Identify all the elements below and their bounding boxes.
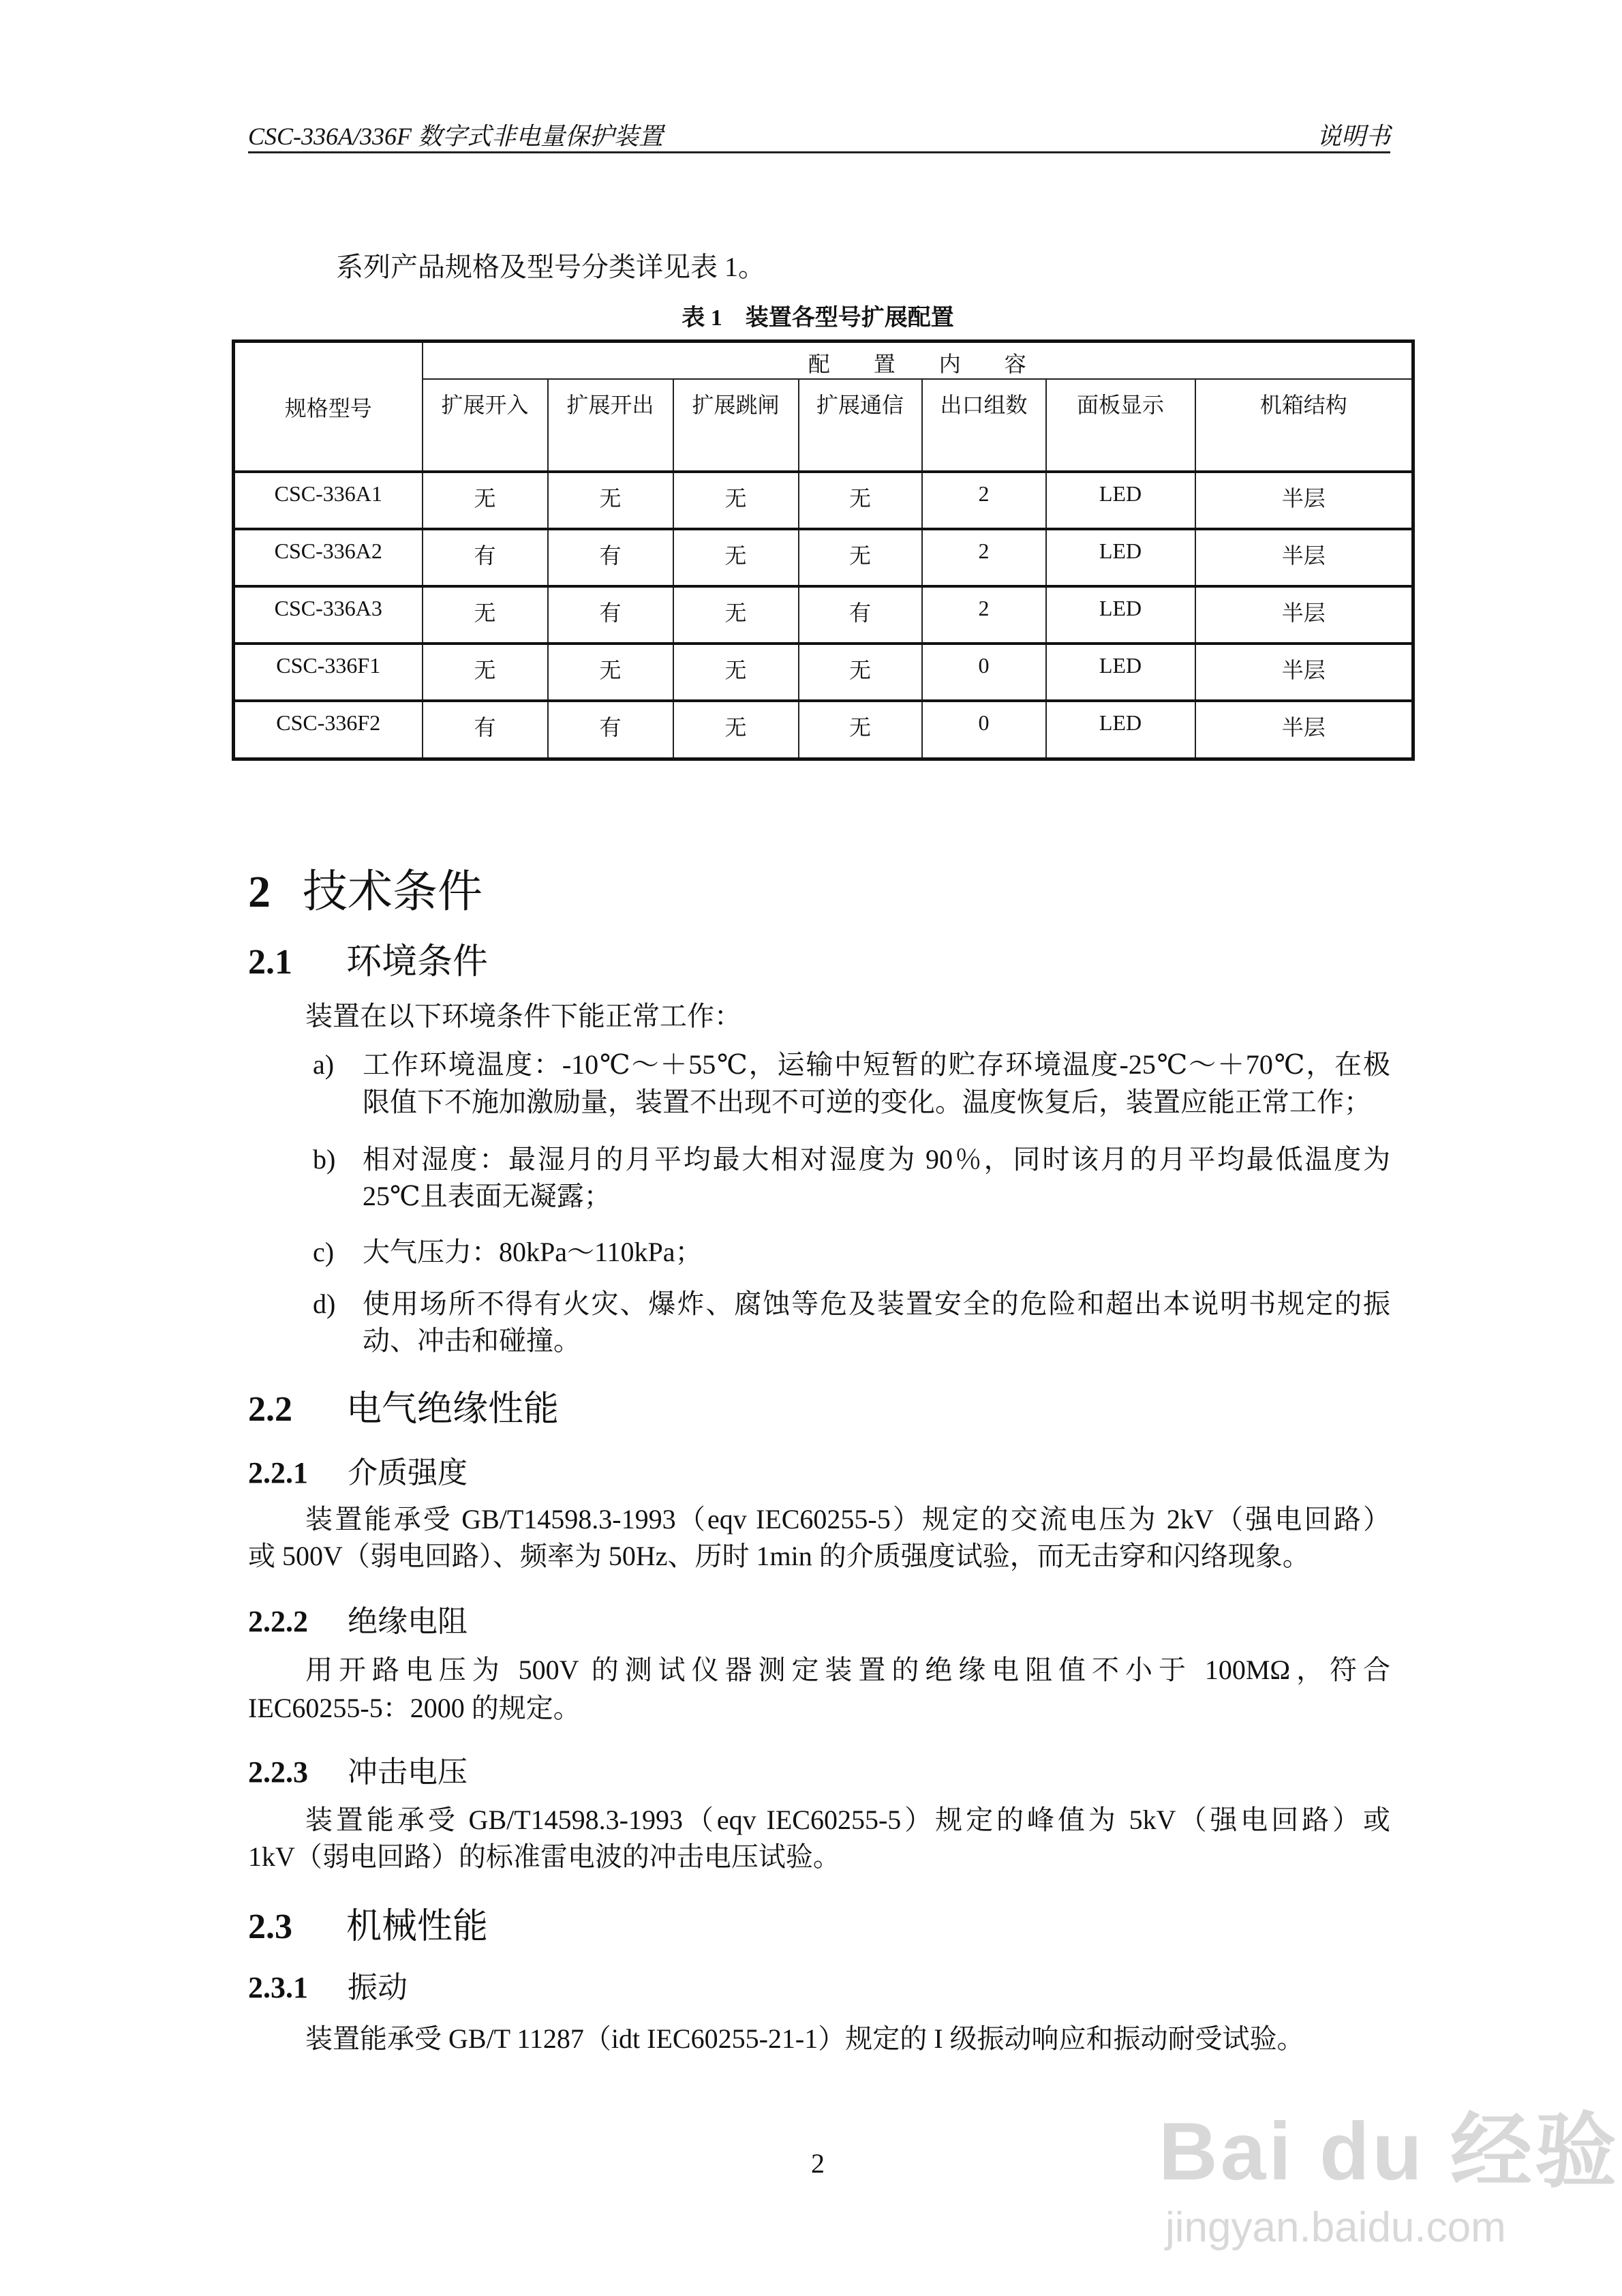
config-cell: 有 bbox=[548, 586, 673, 644]
config-cell: 无 bbox=[799, 644, 922, 701]
model-cell: CSC-336F2 bbox=[234, 701, 423, 759]
config-cell: LED bbox=[1046, 644, 1195, 701]
config-cell: 半层 bbox=[1195, 586, 1413, 644]
config-cell: 半层 bbox=[1195, 701, 1413, 759]
paragraph-line: IEC60255-5：2000 的规定。 bbox=[248, 1693, 581, 1723]
config-cell: 有 bbox=[423, 701, 548, 759]
list-item-text: 25℃且表面无凝露； bbox=[363, 1181, 611, 1211]
list-item-label: b) bbox=[313, 1144, 336, 1175]
column-header: 机箱结构 bbox=[1195, 379, 1413, 472]
config-table bbox=[232, 339, 1415, 761]
config-cell: 无 bbox=[673, 472, 799, 529]
config-cell: 无 bbox=[673, 701, 799, 759]
table-row bbox=[234, 529, 1413, 586]
header-doc-type: 说明书 bbox=[1316, 123, 1390, 150]
config-cell: 无 bbox=[673, 586, 799, 644]
config-cell: 无 bbox=[799, 529, 922, 586]
paragraph-line: 1kV（弱电回路）的标准雷电波的冲击电压试验。 bbox=[248, 1841, 840, 1872]
list-item-text: 动、冲击和碰撞。 bbox=[363, 1325, 581, 1356]
column-header: 扩展通信 bbox=[799, 379, 922, 472]
list-item-label: d) bbox=[313, 1288, 336, 1319]
model-cell: CSC-336A3 bbox=[234, 586, 423, 644]
list-item-text: 使用场所不得有火灾、爆炸、腐蚀等危及装置安全的危险和超出本说明书规定的振 bbox=[363, 1288, 1390, 1319]
section-2-2-1-heading: 2.2.1 介质强度 bbox=[248, 1456, 468, 1490]
page-number: 2 bbox=[811, 2148, 825, 2179]
config-cell: 无 bbox=[423, 472, 548, 529]
section-2-2-3-heading: 2.2.3 冲击电压 bbox=[248, 1755, 468, 1789]
section-2-heading: 2 技术条件 bbox=[248, 867, 483, 917]
header-divider bbox=[248, 151, 1390, 153]
column-header: 出口组数 bbox=[922, 379, 1046, 472]
list-item-text: 大气压力：80kPa～110kPa； bbox=[363, 1237, 703, 1267]
config-cell: 无 bbox=[548, 644, 673, 701]
header-title: CSC-336A/336F 数字式非电量保护装置 bbox=[248, 123, 663, 150]
config-cell: 有 bbox=[548, 701, 673, 759]
list-item-text: 限值下不施加激励量，装置不出现不可逆的变化。温度恢复后，装置应能正常工作； bbox=[363, 1087, 1371, 1117]
config-cell: 有 bbox=[548, 529, 673, 586]
paragraph-line: 装置能承受 GB/T14598.3-1993（eqv IEC60255-5）规定的交流电压为 2kV（强电回路） bbox=[305, 1504, 1390, 1535]
config-cell: 无 bbox=[673, 644, 799, 701]
paragraph-line: 装置能承受 GB/T14598.3-1993（eqv IEC60255-5）规定的峰值为 5kV（强电回路）或 bbox=[305, 1804, 1390, 1835]
config-cell: 无 bbox=[799, 701, 922, 759]
config-cell: LED bbox=[1046, 472, 1195, 529]
table-row bbox=[234, 586, 1413, 644]
column-header: 扩展跳闸 bbox=[673, 379, 799, 472]
config-cell: 半层 bbox=[1195, 529, 1413, 586]
config-cell: 0 bbox=[922, 701, 1046, 759]
paragraph-line: 或 500V（弱电回路）、频率为 50Hz、历时 1min 的介质强度试验，而无击穿和闪络现象。 bbox=[248, 1541, 1310, 1571]
config-cell: 2 bbox=[922, 529, 1046, 586]
list-item-label: c) bbox=[313, 1237, 335, 1267]
section-2-1-intro: 装置在以下环境条件下能正常工作： bbox=[305, 1001, 741, 1031]
group-header: 配 置 内 容 bbox=[423, 342, 1413, 380]
intro-text: 系列产品规格及型号分类详见表 1。 bbox=[336, 252, 765, 282]
config-cell: 半层 bbox=[1195, 472, 1413, 529]
section-2-1-heading: 2.1 环境条件 bbox=[248, 943, 489, 982]
table-caption: 表 1 装置各型号扩展配置 bbox=[682, 305, 954, 331]
config-cell: 无 bbox=[423, 644, 548, 701]
section-2-2-2-heading: 2.2.2 绝缘电阻 bbox=[248, 1605, 468, 1638]
list-item-text: 工作环境温度：-10℃～＋55℃，运输中短暂的贮存环境温度-25℃～＋70℃，在极 bbox=[363, 1049, 1390, 1080]
section-2-3-heading: 2.3 机械性能 bbox=[248, 1907, 489, 1946]
model-cell: CSC-336A1 bbox=[234, 472, 423, 529]
config-cell: 有 bbox=[423, 529, 548, 586]
config-cell: 0 bbox=[922, 644, 1046, 701]
section-2-2-heading: 2.2 电气绝缘性能 bbox=[248, 1390, 560, 1429]
list-item-label: a) bbox=[313, 1049, 335, 1080]
model-cell: CSC-336A2 bbox=[234, 529, 423, 586]
config-cell: 2 bbox=[922, 472, 1046, 529]
column-header: 扩展开入 bbox=[423, 379, 548, 472]
config-cell: LED bbox=[1046, 529, 1195, 586]
table-row bbox=[234, 472, 1413, 529]
table-row bbox=[234, 701, 1413, 759]
baidu-jingyan-watermark: Bai du 经验 jingyan.baidu.com bbox=[1159, 2106, 1620, 2251]
config-cell: 无 bbox=[673, 529, 799, 586]
config-cell: 有 bbox=[799, 586, 922, 644]
config-cell: 无 bbox=[548, 472, 673, 529]
config-cell: 半层 bbox=[1195, 644, 1413, 701]
paragraph-line: 用开路电压为 500V 的测试仪器测定装置的绝缘电阻值不小于 100MΩ，符合 bbox=[305, 1655, 1390, 1685]
section-2-3-1-heading: 2.3.1 振动 bbox=[248, 1971, 408, 2004]
config-cell: 无 bbox=[799, 472, 922, 529]
config-cell: 2 bbox=[922, 586, 1046, 644]
table-row bbox=[234, 644, 1413, 701]
model-cell: CSC-336F1 bbox=[234, 644, 423, 701]
column-header: 扩展开出 bbox=[548, 379, 673, 472]
list-item-text: 相对湿度：最湿月的月平均最大相对湿度为 90％，同时该月的月平均最低温度为 bbox=[363, 1144, 1390, 1175]
config-cell: LED bbox=[1046, 701, 1195, 759]
paragraph-line: 装置能承受 GB/T 11287（idt IEC60255-21-1）规定的 I 级振动响应和振动耐受试验。 bbox=[305, 2023, 1304, 2054]
config-cell: LED bbox=[1046, 586, 1195, 644]
config-cell: 无 bbox=[423, 586, 548, 644]
column-header: 面板显示 bbox=[1046, 379, 1195, 472]
row-header: 规格型号 bbox=[234, 342, 423, 472]
